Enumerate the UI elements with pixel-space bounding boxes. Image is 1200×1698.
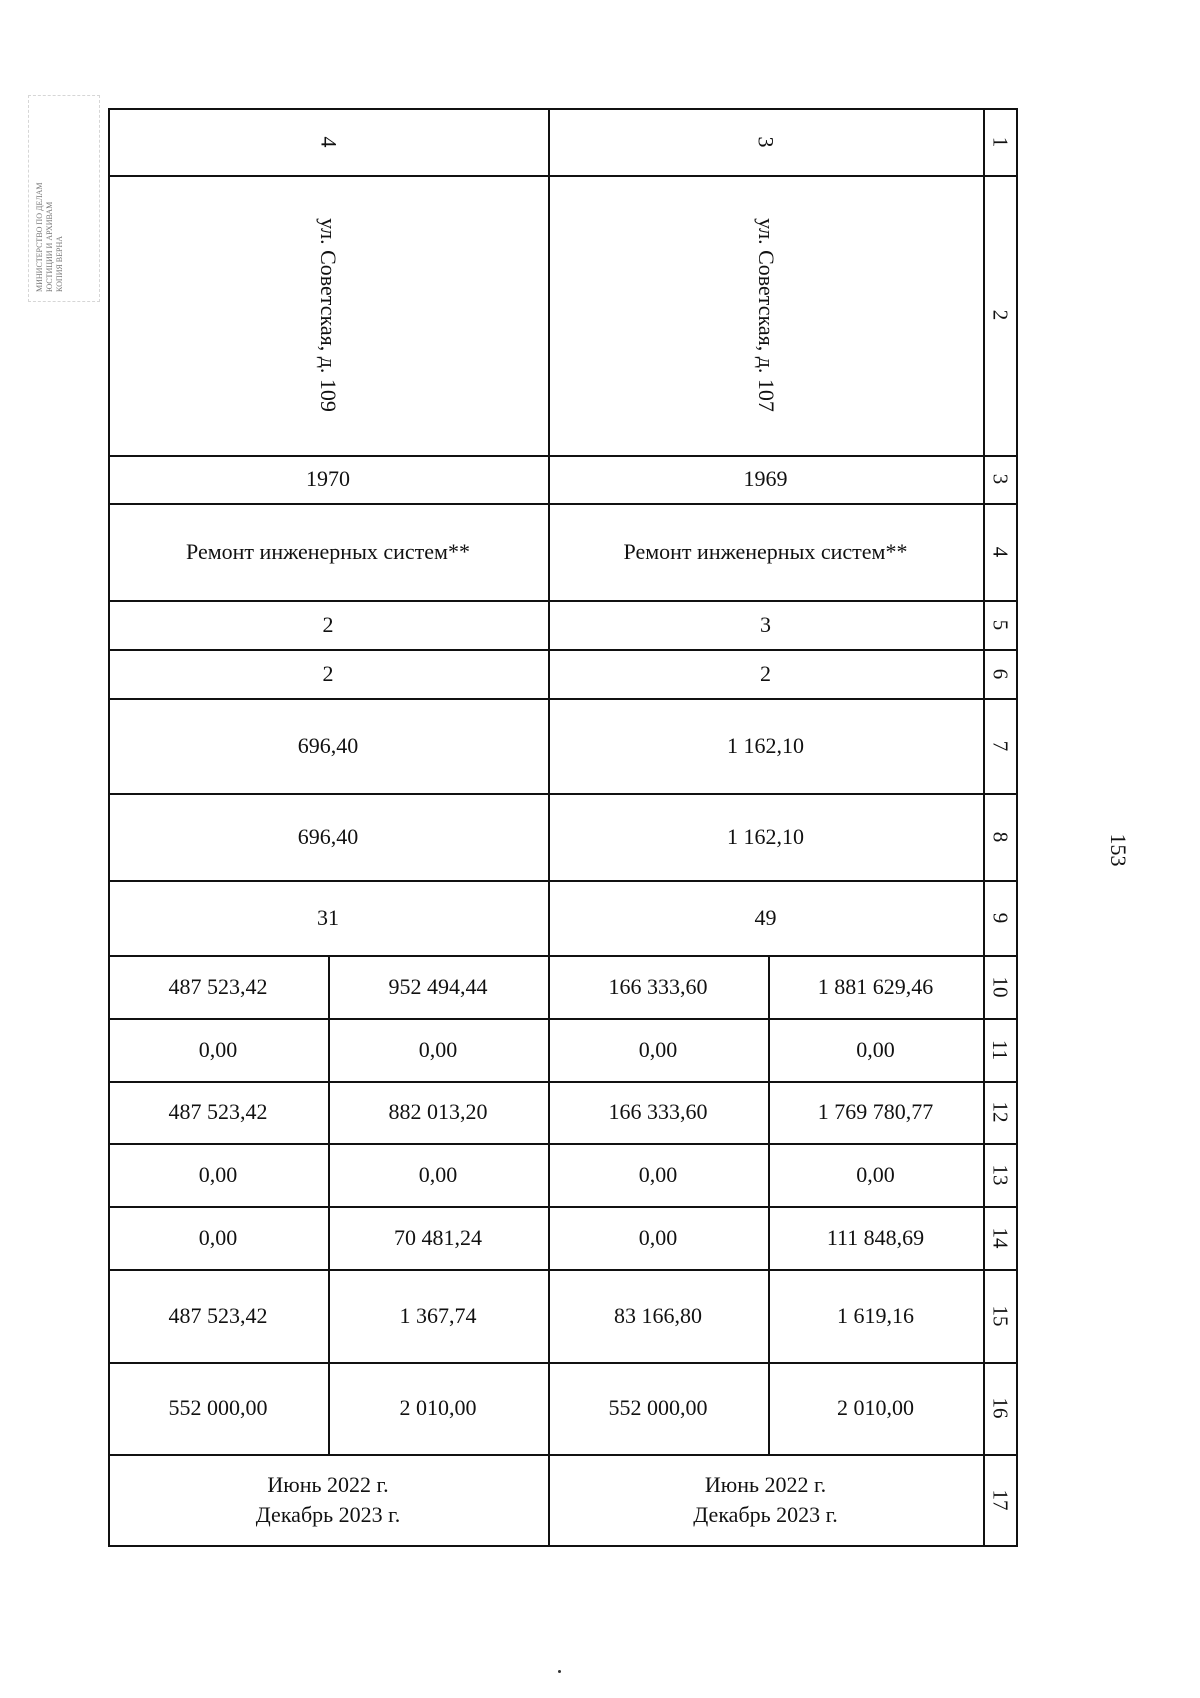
column-number-16-text: 16 bbox=[988, 1397, 1013, 1419]
record-1-col12-b-text: 1 769 780,77 bbox=[817, 1099, 934, 1124]
record-1-col12-a-text: 166 333,60 bbox=[608, 1099, 708, 1124]
column-number-9-text: 9 bbox=[988, 912, 1013, 923]
record-2-col8-text: 696,40 bbox=[297, 823, 359, 849]
record-1-col10-a bbox=[548, 955, 768, 1018]
record-2-work-type-text: Ремонт инженерных систем** bbox=[186, 538, 470, 564]
column-number-11 bbox=[985, 1018, 1016, 1081]
record-1-work-type-text: Ремонт инженерных систем** bbox=[623, 538, 908, 564]
record-2-col11-a-text: 0,00 bbox=[198, 1036, 238, 1062]
stamp-line: КОПИЯ ВЕРНА bbox=[55, 235, 64, 292]
record-2-year-text: 1970 bbox=[306, 466, 350, 491]
column-number-1-text: 1 bbox=[988, 136, 1013, 147]
column-number-6-text: 6 bbox=[988, 668, 1013, 679]
record-1-col12-b bbox=[768, 1081, 983, 1143]
record-2-address bbox=[108, 175, 548, 455]
record-1-col16-a-text: 552 000,00 bbox=[608, 1395, 708, 1420]
record-1-col11-a-text: 0,00 bbox=[638, 1036, 678, 1062]
record-1-col14-a-text: 0,00 bbox=[638, 1224, 678, 1250]
record-1-col15-b bbox=[768, 1269, 983, 1362]
record-2-col5 bbox=[108, 600, 548, 649]
record-1-col5 bbox=[548, 600, 983, 649]
record-1-col13-b-text: 0,00 bbox=[856, 1161, 895, 1187]
record-2-number bbox=[108, 108, 548, 175]
column-number-17-text: 17 bbox=[988, 1489, 1013, 1510]
column-number-12-text: 12 bbox=[988, 1101, 1013, 1123]
record-1-col13-a-text: 0,00 bbox=[638, 1161, 678, 1187]
record-1-address bbox=[548, 175, 983, 455]
record-2-col11-a bbox=[108, 1018, 328, 1081]
record-2-col11-b bbox=[328, 1018, 548, 1081]
column-number-10-text: 10 bbox=[988, 976, 1013, 997]
record-2-col12-b bbox=[328, 1081, 548, 1143]
column-number-4 bbox=[985, 503, 1016, 600]
record-1-col11-a bbox=[548, 1018, 768, 1081]
column-number-14 bbox=[985, 1206, 1016, 1269]
stamp-text bbox=[35, 102, 93, 292]
record-1-col11-b-text: 0,00 bbox=[856, 1036, 895, 1062]
record-2-col12-b-text: 882 013,20 bbox=[388, 1099, 488, 1124]
record-2-col13-b bbox=[328, 1143, 548, 1206]
record-1-col12-a bbox=[548, 1081, 768, 1143]
record-2-period bbox=[108, 1454, 548, 1545]
record-2-col13-a-text: 0,00 bbox=[198, 1161, 238, 1187]
record-2-col15-a-text: 487 523,42 bbox=[168, 1302, 268, 1328]
column-number-13 bbox=[985, 1143, 1016, 1206]
record-1-period-line: Декабрь 2023 г. bbox=[693, 1501, 838, 1527]
record-2-col12-a-text: 487 523,42 bbox=[168, 1099, 268, 1124]
record-1-col13-a bbox=[548, 1143, 768, 1206]
record-2-col10-a bbox=[108, 955, 328, 1018]
column-number-4-text: 4 bbox=[988, 546, 1013, 557]
record-1-col11-b bbox=[768, 1018, 983, 1081]
record-1-col16-b-text: 2 010,00 bbox=[837, 1395, 914, 1420]
record-1-col7-text: 1 162,10 bbox=[727, 732, 804, 758]
record-2-col9-text: 31 bbox=[317, 904, 339, 930]
record-1-address-text: ул. Советская, д. 107 bbox=[753, 218, 779, 412]
column-number-5-text: 5 bbox=[988, 619, 1013, 630]
record-2-col14-b-text: 70 481,24 bbox=[394, 1224, 482, 1250]
record-2-col13-a bbox=[108, 1143, 328, 1206]
record-1-col14-a bbox=[548, 1206, 768, 1269]
column-number-10 bbox=[985, 955, 1016, 1018]
record-2-col14-a-text: 0,00 bbox=[198, 1224, 238, 1250]
record-2-col16-a-text: 552 000,00 bbox=[168, 1395, 268, 1420]
record-1-period bbox=[548, 1454, 983, 1545]
record-1-col16-b bbox=[768, 1362, 983, 1454]
stamp-line: ЮСТИЦИИ И АРХИВАМ bbox=[45, 201, 54, 292]
column-number-17 bbox=[985, 1454, 1016, 1545]
record-1-col10-b-text: 1 881 629,46 bbox=[817, 973, 934, 999]
record-2-col10-b-text: 952 494,44 bbox=[388, 973, 488, 999]
record-2-period-line: Декабрь 2023 г. bbox=[255, 1501, 401, 1527]
record-2-col7 bbox=[108, 698, 548, 793]
record-1-col16-a bbox=[548, 1362, 768, 1454]
column-number-1 bbox=[985, 108, 1016, 175]
record-1-work-type bbox=[548, 503, 983, 600]
record-1-col15-a-text: 83 166,80 bbox=[614, 1302, 702, 1328]
record-1-col8 bbox=[548, 793, 983, 880]
column-number-7-text: 7 bbox=[988, 740, 1013, 751]
record-2-col9 bbox=[108, 880, 548, 955]
record-2-col11-b-text: 0,00 bbox=[418, 1036, 458, 1062]
table-border-right bbox=[1016, 108, 1018, 1547]
record-1-col10-b bbox=[768, 955, 983, 1018]
record-1-col15-a bbox=[548, 1269, 768, 1362]
record-2-address-text: ул. Советская, д. 109 bbox=[315, 218, 341, 412]
record-1-col15-b-text: 1 619,16 bbox=[837, 1302, 914, 1328]
column-number-11-text: 11 bbox=[988, 1039, 1013, 1060]
record-2-col12-a bbox=[108, 1081, 328, 1143]
stamp-line: МИНИСТЕРСТВО ПО ДЕЛАМ bbox=[35, 182, 44, 292]
record-2-col16-b-text: 2 010,00 bbox=[399, 1395, 477, 1420]
record-1-col10-a-text: 166 333,60 bbox=[608, 973, 708, 999]
column-number-2 bbox=[985, 175, 1016, 455]
column-number-2-text: 2 bbox=[988, 309, 1013, 321]
record-1-col6-text: 2 bbox=[760, 660, 771, 686]
column-number-13-text: 13 bbox=[988, 1164, 1013, 1185]
record-2-col15-a bbox=[108, 1269, 328, 1362]
record-2-col6 bbox=[108, 649, 548, 698]
record-1-col8-text: 1 162,10 bbox=[727, 823, 804, 849]
record-2-col15-b bbox=[328, 1269, 548, 1362]
column-number-7 bbox=[985, 698, 1016, 793]
scan-speck bbox=[558, 1670, 561, 1673]
record-2-col16-a bbox=[108, 1362, 328, 1454]
column-number-12 bbox=[985, 1081, 1016, 1143]
record-2-col13-b-text: 0,00 bbox=[418, 1161, 458, 1187]
record-1-col5-text: 3 bbox=[760, 611, 771, 637]
record-1-number bbox=[548, 108, 983, 175]
column-number-8 bbox=[985, 793, 1016, 880]
record-2-col14-a bbox=[108, 1206, 328, 1269]
column-number-15-text: 15 bbox=[988, 1305, 1013, 1326]
record-1-col9-text: 49 bbox=[754, 904, 777, 930]
record-1-year-text: 1969 bbox=[743, 466, 788, 491]
record-2-col15-b-text: 1 367,74 bbox=[399, 1302, 477, 1328]
record-2-period-line: Июнь 2022 г. bbox=[267, 1471, 389, 1497]
record-1-col14-b-text: 111 848,69 bbox=[826, 1224, 925, 1250]
column-number-8-text: 8 bbox=[988, 831, 1013, 842]
record-1-col9 bbox=[548, 880, 983, 955]
record-2-col6-text: 2 bbox=[322, 660, 334, 686]
record-1-col13-b bbox=[768, 1143, 983, 1206]
record-1-col14-b bbox=[768, 1206, 983, 1269]
record-2-col16-b bbox=[328, 1362, 548, 1454]
record-1-col7 bbox=[548, 698, 983, 793]
record-2-col10-a-text: 487 523,42 bbox=[168, 973, 268, 999]
record-2-col7-text: 696,40 bbox=[297, 732, 359, 758]
record-1-period-line: Июнь 2022 г. bbox=[704, 1471, 827, 1497]
record-1-year bbox=[548, 455, 983, 503]
record-2-year bbox=[108, 455, 548, 503]
table-row-border bbox=[108, 1545, 1018, 1547]
column-number-15 bbox=[985, 1269, 1016, 1362]
record-1-col6 bbox=[548, 649, 983, 698]
column-number-3-text: 3 bbox=[988, 473, 1013, 485]
column-number-3 bbox=[985, 455, 1016, 503]
record-2-col14-b bbox=[328, 1206, 548, 1269]
record-2-work-type bbox=[108, 503, 548, 600]
record-2-number-text: 4 bbox=[316, 136, 341, 147]
record-1-number-text: 3 bbox=[753, 136, 779, 147]
column-number-6 bbox=[985, 649, 1016, 698]
record-2-col5-text: 2 bbox=[322, 611, 334, 637]
record-2-col10-b bbox=[328, 955, 548, 1018]
page-number: 153 bbox=[1106, 833, 1131, 867]
column-number-16 bbox=[985, 1362, 1016, 1454]
record-2-col8 bbox=[108, 793, 548, 880]
column-number-5 bbox=[985, 600, 1016, 649]
column-number-9 bbox=[985, 880, 1016, 955]
column-number-14-text: 14 bbox=[988, 1227, 1013, 1248]
